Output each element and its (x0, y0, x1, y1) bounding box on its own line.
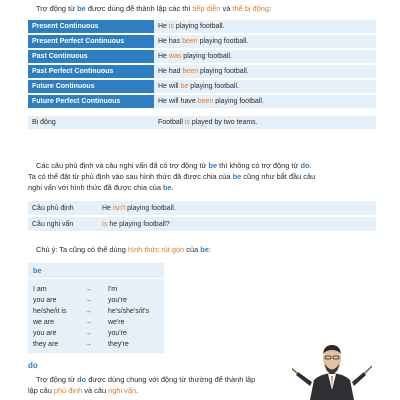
table-row (28, 80, 376, 93)
arrow-icon: → (85, 341, 92, 348)
arrow-icon: → (85, 297, 92, 304)
passive-link[interactable]: thể bị động (232, 4, 269, 13)
paragraph-line: Các câu phủ định và câu nghi vấn đã có trợ động từ be thì không có trợ động từ do. (36, 161, 312, 170)
negative-link[interactable]: phủ định (53, 386, 83, 395)
contraction-box: be I am → I'm you are → you're he/she/it is → he's/she's/it's we are → we're you are → you're they are → they're (28, 263, 164, 353)
tense-example: He had been playing football. (154, 65, 376, 78)
arrow-icon: → (85, 308, 92, 315)
tense-example: He will be playing football. (154, 80, 376, 93)
be-word: be (77, 4, 86, 13)
tense-example: He is playing football. (154, 20, 376, 33)
table-row (28, 217, 376, 231)
arrow-icon: → (85, 330, 92, 337)
passive-example: Football is played by two teams. (154, 116, 376, 129)
table-row (28, 95, 376, 108)
sentence-example: Is he playing football? (98, 217, 376, 231)
contraction-header: be (28, 263, 164, 279)
sentence-type: Câu phủ định (28, 201, 98, 215)
arrow-icon: → (85, 286, 92, 293)
passive-name: Bị động (28, 116, 154, 129)
negative-question-table (28, 199, 376, 233)
tense-name: Past Continuous (28, 50, 154, 63)
note-line: Chú ý: Ta cũng có thể dùng hình thức rút gọn của be: (36, 245, 211, 254)
do-heading: do (28, 361, 38, 370)
table-row (28, 50, 376, 63)
tense-example: He has been playing football. (154, 35, 376, 48)
tense-example: He was playing football. (154, 50, 376, 63)
arrow-icon: → (85, 319, 92, 326)
tense-name: Present Continuous (28, 20, 154, 33)
paragraph-line: Ta có thể đặt từ phủ định vào sau hình thức đã được chia của be cũng như bắt đầu câu (28, 172, 316, 181)
intro-text-2: được dùng để thành lập các thì (85, 4, 193, 13)
continuous-link[interactable]: tiếp diễn (192, 4, 221, 13)
sentence-example: He isn't playing football. (98, 201, 376, 215)
table-row (28, 35, 376, 48)
teacher-illustration (292, 342, 372, 400)
tense-name: Present Perfect Continuous (28, 35, 154, 48)
tense-name: Past Perfect Continuous (28, 65, 154, 78)
tense-name: Future Perfect Continuous (28, 95, 154, 108)
question-link[interactable]: nghi vấn (108, 386, 137, 395)
tense-example: He will have been playing football. (154, 95, 376, 108)
table-row (28, 201, 376, 215)
sentence-type: Câu nghi vấn (28, 217, 98, 231)
tense-name: Future Continuous (28, 80, 154, 93)
do-line: Trợ động từ do được dùng chung với động từ thường để thành lập (36, 375, 256, 384)
paragraph-line: nghi vấn với hình thức đã được chia của be. (28, 183, 174, 192)
contraction-link[interactable]: hình thức rút gọn (127, 245, 185, 254)
table-row (28, 20, 376, 33)
table-row (28, 116, 376, 129)
intro-text-3: và (220, 4, 233, 13)
intro-line (36, 4, 271, 14)
intro-text-4: : (269, 4, 272, 13)
do-line: lập câu phủ định và câu nghi vấn. (28, 386, 139, 395)
intro-text: Trợ động từ (36, 4, 78, 13)
tense-table (28, 18, 376, 131)
table-row (28, 65, 376, 78)
